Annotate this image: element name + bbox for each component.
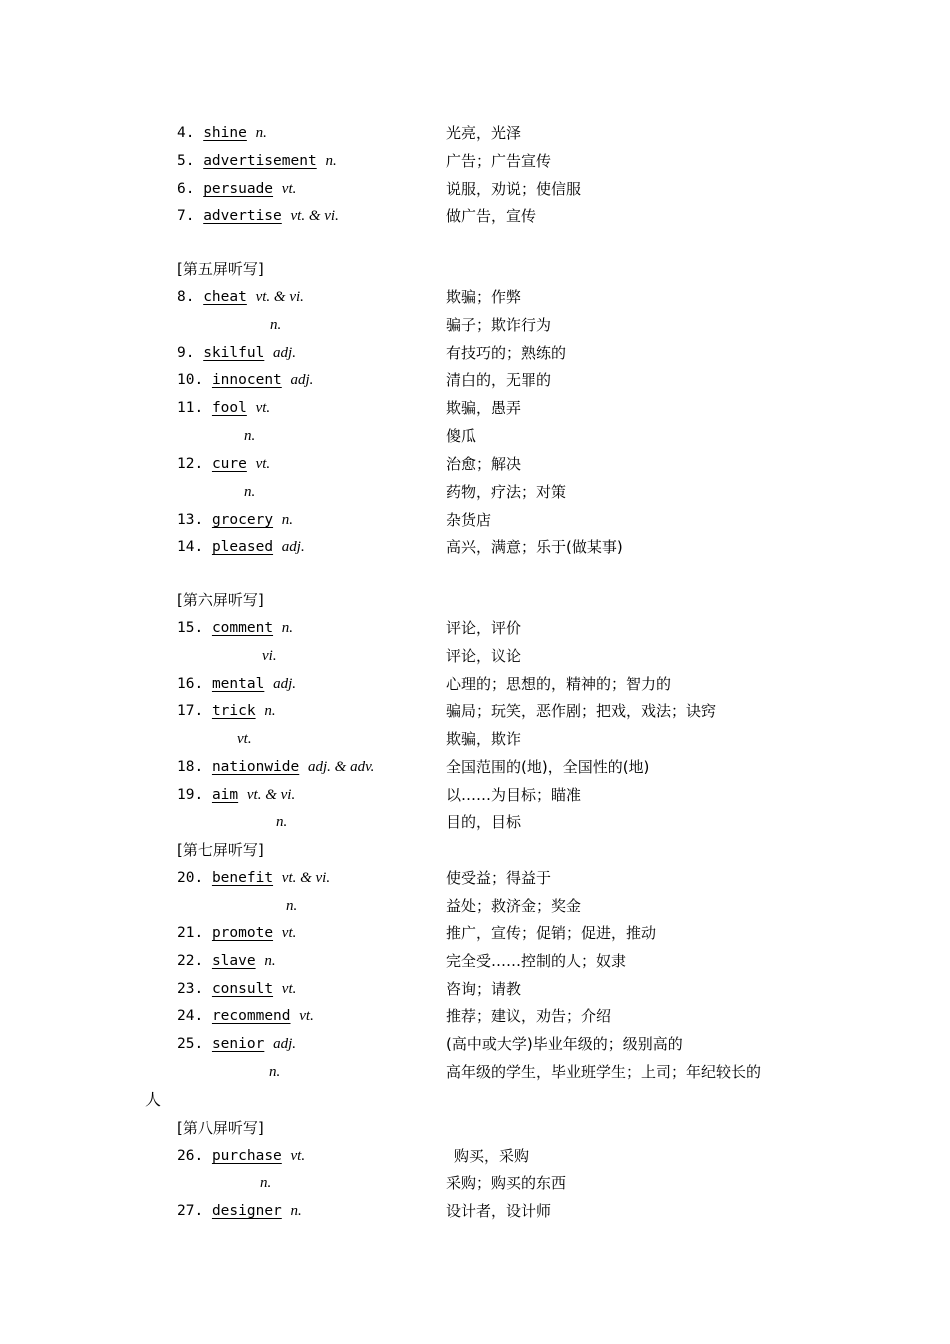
section-header: [第五屏听写] [177,260,264,278]
vocab-row [0,148,950,174]
entry-number: 19. [177,787,204,803]
part-of-speech: vt. [281,925,297,941]
vocab-row [0,615,950,641]
entry-term [177,948,276,974]
chinese-meaning: 治愈；解决 [446,455,522,473]
chinese-meaning: 购买，采购 [454,1147,530,1165]
vocab-row [0,698,950,724]
vocab-row [0,367,950,393]
part-of-speech: vt. & vi. [281,870,331,886]
entry-number: 26. [177,1148,204,1164]
entry-term [270,312,281,338]
vocab-word: consult [211,981,274,997]
chinese-meaning: 以……为目标；瞄准 [446,786,582,804]
entry-number: 22. [177,953,204,969]
part-of-speech: vt. & vi. [290,208,339,224]
chinese-meaning: 欺骗，欺诈 [446,730,522,748]
entry-term [177,367,313,393]
vocab-row [0,643,950,669]
section-header-row [0,587,950,613]
entry-term [177,865,330,891]
entry-term [177,176,296,202]
chinese-meaning: 采购；购买的东西 [446,1174,567,1192]
part-of-speech: adj. [290,372,314,388]
part-of-speech: vt. & vi. [255,289,304,305]
part-of-speech: n. [286,898,298,914]
section-header: [第七屏听写] [177,841,264,859]
chinese-meaning: 说服，劝说；使信服 [446,180,582,198]
vocab-word: persuade [203,181,274,197]
chinese-meaning: 设计者，设计师 [446,1202,552,1220]
entry-number: 5. [177,153,195,169]
entry-term [276,809,287,835]
entry-term [237,726,252,752]
vocab-word: senior [211,1036,265,1052]
vocab-row [0,1031,950,1057]
part-of-speech: adj. [273,345,296,361]
section-header: [第六屏听写] [177,591,264,609]
entry-term [177,1003,314,1029]
chinese-meaning: 评论，评价 [446,619,522,637]
chinese-meaning: 骗局；玩笑，恶作剧；把戏，戏法；诀窍 [446,702,717,720]
part-of-speech: vt. [255,400,271,416]
vocab-word: grocery [211,512,274,528]
entry-number: 16. [177,676,204,692]
vocab-row [0,340,950,366]
entry-term [177,615,293,641]
vocab-word: aim [211,787,239,803]
part-of-speech: vt. [255,456,271,472]
entry-number: 14. [177,539,204,555]
entry-term [177,1143,305,1169]
chinese-meaning: 高年级的学生，毕业班学生；上司；年纪较长的 [446,1063,762,1081]
entry-term [177,284,304,310]
entry-number: 17. [177,703,204,719]
chinese-meaning: 评论，议论 [446,647,522,665]
vocab-row [0,1170,950,1196]
part-of-speech: n. [269,1064,281,1080]
vocab-row [0,726,950,752]
vocab-row [0,920,950,946]
entry-term [177,120,267,146]
vocab-word: advertisement [203,153,317,169]
section-header-row [0,1115,950,1141]
vocab-row [0,312,950,338]
entry-number: 12. [177,456,204,472]
part-of-speech: n. [260,1175,272,1191]
vocab-word: benefit [211,870,274,886]
vocab-row [0,507,950,533]
vocab-row [0,948,950,974]
vocab-row [0,754,950,780]
entry-number: 6. [177,181,195,197]
part-of-speech: n. [325,153,337,169]
vocab-word: skilful [203,345,265,361]
chinese-meaning: 推荐；建议，劝告；介绍 [446,1007,612,1025]
entry-number: 10. [177,372,204,388]
vocab-row [0,203,950,229]
vocab-word: recommend [211,1008,291,1024]
vocab-word: cheat [203,289,247,305]
vocab-word: trick [211,703,256,719]
chinese-meaning: 心理的；思想的，精神的；智力的 [446,675,672,693]
entry-number: 11. [177,400,204,416]
vocab-row [0,534,950,560]
vocab-word: purchase [211,1148,282,1164]
chinese-meaning: 欺骗；作弊 [446,288,522,306]
entry-number: 20. [177,870,204,886]
entry-term [177,698,276,724]
vocab-word: comment [211,620,274,636]
chinese-meaning: 使受益；得益于 [446,869,552,887]
chinese-meaning: 有技巧的；熟练的 [446,344,567,362]
part-of-speech: vt. [290,1148,306,1164]
part-of-speech: adj. & adv. [307,759,375,775]
part-of-speech: vt. [281,181,297,197]
section-header: [第八屏听写] [177,1119,264,1137]
entry-term [177,507,293,533]
section-header-row [0,837,950,863]
vocab-row [0,1143,950,1169]
part-of-speech: adj. [273,1036,296,1052]
chinese-meaning: 全国范围的(地)，全国性的(地) [446,758,650,776]
entry-term [269,1059,280,1085]
part-of-speech: n. [264,703,276,719]
vocab-word: mental [211,676,265,692]
part-of-speech: n. [255,125,267,141]
entry-number: 7. [177,208,195,224]
entry-number: 24. [177,1008,204,1024]
chinese-meaning: 推广，宣传；促销；促进，推动 [446,924,657,942]
chinese-meaning: 骗子；欺诈行为 [446,316,552,334]
entry-term [244,479,255,505]
section-header-row [0,256,950,282]
chinese-meaning: 益处；救济金；奖金 [446,897,582,915]
entry-term [177,1198,302,1224]
vocab-word: advertise [203,208,282,224]
vocab-row [0,865,950,891]
part-of-speech: n. [270,317,282,333]
entry-term [177,920,296,946]
entry-term [177,203,339,229]
wrapped-text-row [0,1087,950,1113]
entry-term [177,671,296,697]
part-of-speech: adj. [273,676,296,692]
entry-number: 21. [177,925,204,941]
entry-number: 15. [177,620,204,636]
part-of-speech: n. [244,484,256,500]
entry-term [177,534,305,560]
vocab-word: slave [211,953,256,969]
vocab-row [0,1198,950,1224]
vocab-row [0,423,950,449]
vocab-row [0,284,950,310]
entry-number: 8. [177,289,195,305]
entry-term [260,1170,271,1196]
chinese-meaning: 高兴，满意；乐于(做某事) [446,538,623,556]
part-of-speech: n. [264,953,276,969]
vocab-row [0,976,950,1002]
entry-term [177,395,270,421]
entry-term [177,754,374,780]
part-of-speech: vt. [299,1008,314,1024]
part-of-speech: n. [281,512,294,528]
part-of-speech: n. [276,814,288,830]
vocab-row [0,120,950,146]
entry-number: 27. [177,1203,204,1219]
part-of-speech: n. [290,1203,302,1219]
vocab-word: pleased [211,539,274,555]
chinese-meaning: 完全受……控制的人；奴隶 [446,952,627,970]
vocab-word: nationwide [211,759,300,775]
vocab-row [0,479,950,505]
vocab-row [0,1059,950,1085]
entry-term [177,340,296,366]
chinese-meaning: 欺骗，愚弄 [446,399,522,417]
vocab-word: cure [211,456,247,472]
entry-number: 23. [177,981,204,997]
vocab-row [0,671,950,697]
entry-number: 4. [177,125,195,141]
part-of-speech: n. [281,620,294,636]
entry-term [177,1031,296,1057]
vocab-word: fool [211,400,247,416]
vocab-row [0,451,950,477]
entry-number: 9. [177,345,195,361]
part-of-speech: adj. [281,539,305,555]
meaning-continuation: 人 [145,1090,162,1109]
chinese-meaning: 药物，疗法；对策 [446,483,567,501]
chinese-meaning: (高中或大学)毕业年级的；级别高的 [446,1035,683,1053]
vocab-row [0,782,950,808]
vocab-word: innocent [211,372,282,388]
entry-term [262,643,277,669]
vocab-word: promote [211,925,274,941]
entry-term [177,976,296,1002]
chinese-meaning: 光亮，光泽 [446,124,522,142]
part-of-speech: n. [244,428,256,444]
vocab-row [0,395,950,421]
vocab-row [0,1003,950,1029]
vocab-row [0,893,950,919]
chinese-meaning: 清白的，无罪的 [446,371,552,389]
vocab-row [0,809,950,835]
part-of-speech: vi. [262,648,277,664]
vocab-row [0,176,950,202]
chinese-meaning: 杂货店 [446,511,492,529]
entry-term [177,782,295,808]
chinese-meaning: 做广告，宣传 [446,207,537,225]
entry-number: 13. [177,512,204,528]
vocab-word: designer [211,1203,282,1219]
entry-number: 18. [177,759,204,775]
vocab-word: shine [203,125,247,141]
entry-term [177,148,337,174]
entry-term [286,893,297,919]
entry-number: 25. [177,1036,204,1052]
chinese-meaning: 咨询；请教 [446,980,522,998]
part-of-speech: vt. [281,981,297,997]
chinese-meaning: 傻瓜 [446,427,477,445]
chinese-meaning: 目的，目标 [446,813,522,831]
entry-term [177,451,270,477]
part-of-speech: vt. [237,731,252,747]
part-of-speech: vt. & vi. [246,787,296,803]
chinese-meaning: 广告；广告宣传 [446,152,552,170]
entry-term [244,423,255,449]
